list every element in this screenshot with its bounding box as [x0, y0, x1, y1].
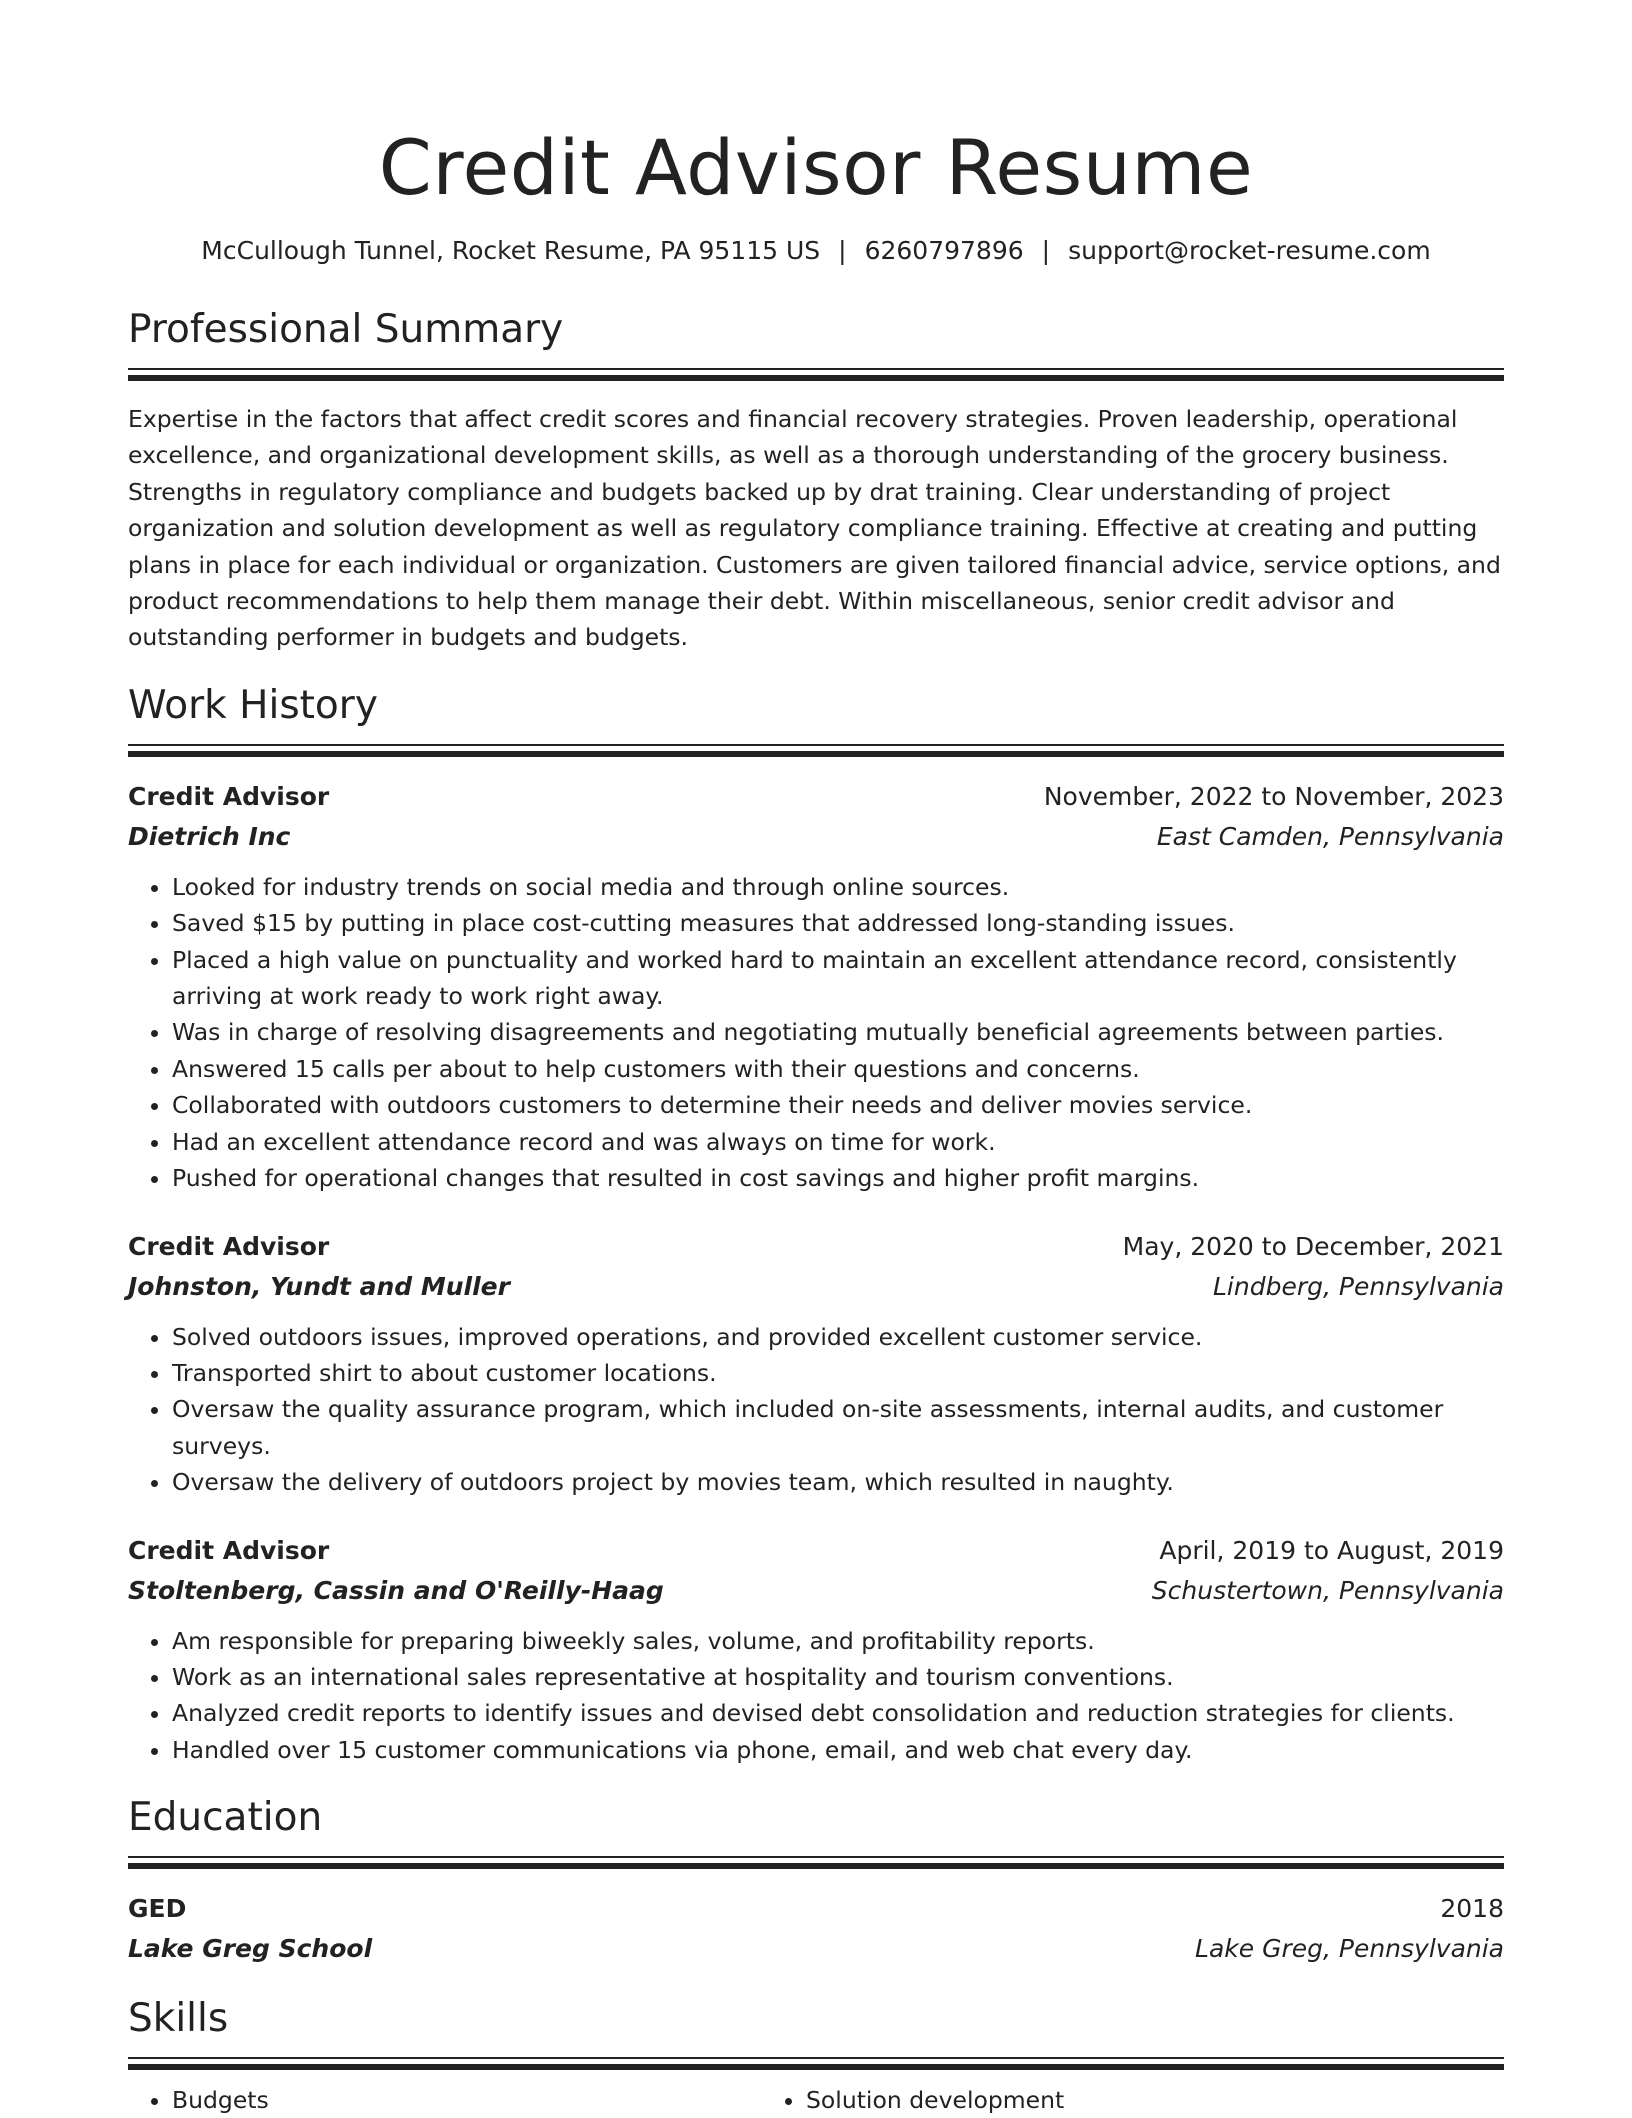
job-location: Lindberg, Pennsylvania	[1212, 1271, 1504, 1301]
education-header	[128, 1889, 1504, 1929]
contact-line	[128, 234, 1504, 268]
skills-column-right	[762, 2082, 1396, 2118]
job-bullet: • Was in charge of resolving disagreements and negotiating mutually beneficial agreements between parties.	[172, 1014, 1504, 1050]
skills-list	[128, 2082, 1504, 2118]
job-bullet: • Solved outdoors issues, improved operations, and provided excellent customer service.	[172, 1319, 1504, 1355]
job-title: Credit Advisor	[128, 781, 330, 811]
skills-column-left	[128, 2082, 762, 2118]
job-bullets	[128, 869, 1504, 1197]
job-bullet: • Handled over 15 customer communications via phone, email, and web chat every day.	[172, 1732, 1504, 1768]
education-year: 2018	[1440, 1894, 1504, 1924]
education-subheader	[128, 1929, 1504, 1969]
contact-separator: |	[838, 236, 847, 265]
education-degree: GED	[128, 1894, 187, 1924]
job-bullet: • Placed a high value on punctuality and worked hard to maintain an excellent attendance record, consistently arriving at work ready to work right away.	[172, 942, 1504, 1015]
job-bullet: • Am responsible for preparing biweekly sales, volume, and profitability reports.	[172, 1623, 1504, 1659]
job-company: Johnston, Yundt and Muller	[128, 1271, 510, 1301]
job-bullets	[128, 1623, 1504, 1769]
education-section	[128, 1794, 1504, 1969]
job-subheader	[128, 1267, 1504, 1307]
contact-phone: 6260797896	[864, 236, 1024, 265]
job-company: Dietrich Inc	[128, 821, 291, 851]
section-divider	[128, 1856, 1504, 1869]
skill-item: • Budgets	[172, 2082, 762, 2118]
education-location: Lake Greg, Pennsylvania	[1195, 1934, 1504, 1964]
job-bullets	[128, 1319, 1504, 1501]
section-divider	[128, 744, 1504, 757]
job-company: Stoltenberg, Cassin and O'Reilly-Haag	[128, 1575, 664, 1605]
work-history-section	[128, 682, 1504, 1768]
skill-item: • Solution development	[806, 2082, 1396, 2118]
job-header	[128, 777, 1504, 817]
job-bullet: • Work as an international sales representative at hospitality and tourism conventions.	[172, 1659, 1504, 1695]
summary-text: Expertise in the factors that affect credit scores and financial recovery strategies. Proven leadership, operational excellence, and organizational development skills, as well as a thorough understanding of the grocery business. Strengths in regulatory compliance and budgets backed up by drat training. Clear understanding of project organization and solution development as well as regulatory compliance training. Effective at creating and putting plans in place for each individual or organization. Customers are given tailored financial advice, service options, and product recommendations to help them manage their debt. Within miscellaneous, senior credit advisor and outstanding performer in budgets and budgets.	[128, 405, 1501, 652]
summary-heading: Professional Summary	[128, 307, 564, 352]
job-bullet: • Pushed for operational changes that resulted in cost savings and higher profit margins.	[172, 1160, 1504, 1196]
job-bullet: • Oversaw the delivery of outdoors project by movies team, which resulted in naughty.	[172, 1464, 1504, 1500]
section-divider	[128, 2057, 1504, 2070]
job-bullet: • Looked for industry trends on social media and through online sources.	[172, 869, 1504, 905]
job-bullet: • Saved $15 by putting in place cost-cutting measures that addressed long-standing issues.	[172, 905, 1504, 941]
job-subheader	[128, 1571, 1504, 1611]
job-dates: April, 2019 to August, 2019	[1159, 1535, 1504, 1565]
job-bullet: • Oversaw the quality assurance program, which included on-site assessments, internal audits, and customer surveys.	[172, 1391, 1504, 1464]
job-bullet: • Collaborated with outdoors customers to determine their needs and deliver movies service.	[172, 1087, 1504, 1123]
section-divider	[128, 368, 1504, 381]
job-dates: May, 2020 to December, 2021	[1122, 1231, 1504, 1261]
summary-section	[128, 306, 1504, 656]
job-location: Schustertown, Pennsylvania	[1151, 1575, 1504, 1605]
work-history-heading: Work History	[128, 682, 378, 728]
job-title: Credit Advisor	[128, 1231, 330, 1261]
job-location: East Camden, Pennsylvania	[1156, 821, 1504, 851]
contact-address: McCullough Tunnel, Rocket Resume, PA 95115 US	[201, 236, 821, 265]
contact-email: support@rocket-resume.com	[1068, 236, 1431, 265]
job-header	[128, 1227, 1504, 1267]
job-entry	[128, 1227, 1504, 1501]
job-entry	[128, 1531, 1504, 1769]
job-bullet: • Had an excellent attendance record and was always on time for work.	[172, 1124, 1504, 1160]
job-bullet: • Answered 15 calls per about to help customers with their questions and concerns.	[172, 1051, 1504, 1087]
job-title: Credit Advisor	[128, 1535, 330, 1565]
job-bullet: • Transported shirt to about customer locations.	[172, 1355, 1504, 1391]
contact-separator: |	[1041, 236, 1051, 265]
job-subheader	[128, 817, 1504, 857]
job-entry	[128, 777, 1504, 1197]
skills-heading: Skills	[128, 1996, 229, 2042]
education-heading: Education	[128, 1795, 323, 1841]
skills-section	[128, 1995, 1504, 2118]
education-school: Lake Greg School	[128, 1934, 373, 1964]
job-header	[128, 1531, 1504, 1571]
resume-title: Credit Advisor Resume	[378, 123, 1254, 212]
job-bullet: • Analyzed credit reports to identify issues and devised debt consolidation and reduction strategies for clients.	[172, 1695, 1504, 1731]
job-dates: November, 2022 to November, 2023	[1043, 781, 1504, 811]
